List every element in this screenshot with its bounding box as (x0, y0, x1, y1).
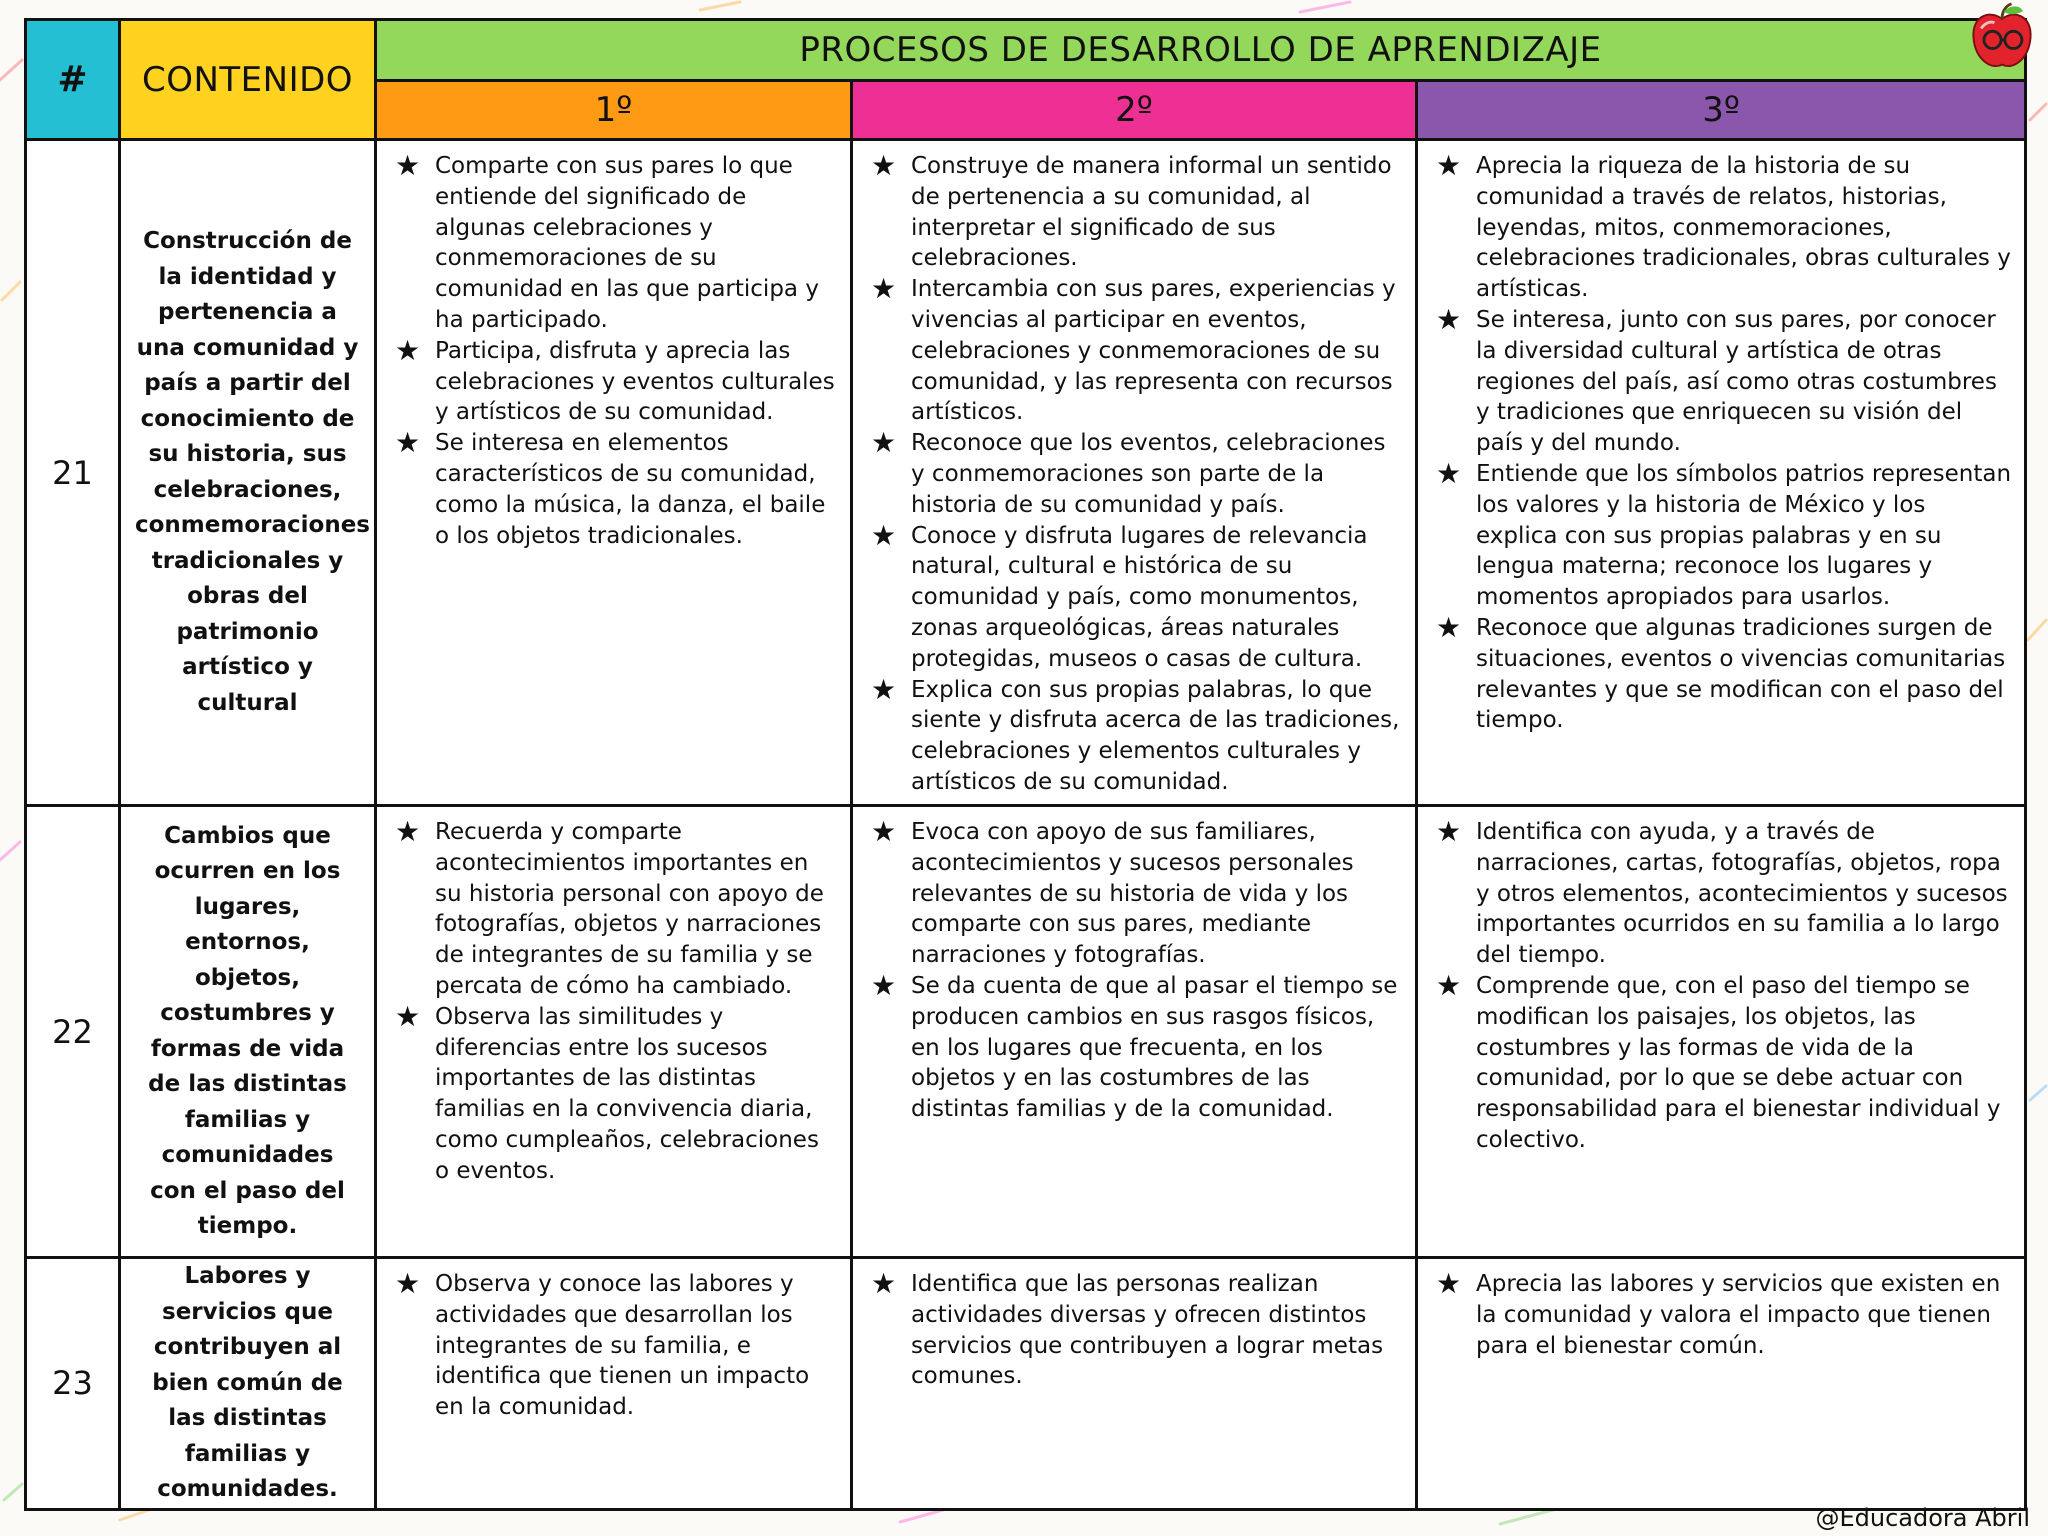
grade-3-cell (1417, 140, 2026, 806)
star-icon: ★ (395, 815, 421, 848)
item-text: Observa y conoce las labores y actividades que desarrollan los integrantes de su familia, e identifica que tienen un impacto en la comunidad. (435, 1271, 810, 1421)
list-item (869, 518, 1403, 675)
item-text: Comparte con sus pares lo que entiende del significado de algunas celebraciones y conmemoraciones de su comunidad en las que participa y ha participado. (435, 153, 819, 333)
table-row (26, 806, 2026, 1258)
header-grade-2: 2º (852, 81, 1417, 140)
list-item (1434, 151, 2012, 305)
list-item (869, 968, 1403, 1125)
item-text: Se da cuenta de que al pasar el tiempo se producen cambios en sus rasgos físicos, en los lugares que frecuenta, en los objetos y en las costumbres de las distintas familias y de la comunidad. (911, 972, 1398, 1123)
author-credit: @Educadora Abril (1815, 1504, 2030, 1532)
list-item (1434, 610, 2012, 736)
star-icon: ★ (395, 426, 421, 460)
learning-process-table-sheet (24, 18, 2024, 1502)
row-number: 23 (26, 1258, 120, 1510)
star-icon: ★ (871, 672, 897, 706)
grade-2-cell (852, 806, 1417, 1258)
row-content: Construcción de la identidad y pertenencia a una comunidad y país a partir del conocimiento de su historia, sus celebraciones, conmemoraciones tradicionales y obras del patrimonio artístico y cultural (120, 140, 376, 806)
apple-glasses-icon (1964, 0, 2040, 76)
grade-1-cell (376, 140, 852, 806)
header-processes: PROCESOS DE DESARROLLO DE APRENDIZAJE (376, 20, 2026, 81)
header-grade-1: 1º (376, 81, 852, 140)
star-icon: ★ (1436, 456, 1462, 490)
grade-3-cell (1417, 1258, 2026, 1510)
item-text: Se interesa en elementos característicos de su comunidad, como la música, la danza, el baile o los objetos tradicionales. (435, 430, 826, 549)
list-item (869, 274, 1403, 428)
item-text: Comprende que, con el paso del tiempo se modifican los paisajes, los objetos, las costumbres y las formas de vida de la comunidad, por lo que se debe actuar con responsabilidad para el bienestar individual y colectivo. (1476, 972, 2001, 1153)
star-icon: ★ (1436, 968, 1462, 1002)
star-icon: ★ (871, 426, 897, 460)
list-item (869, 151, 1403, 274)
item-text: Recuerda y comparte acontecimientos importantes en su historia personal con apoyo de fotografías, objetos y narraciones de integrantes de su familia y se percata de cómo ha cambiado. (435, 819, 824, 999)
item-text: Evoca con apoyo de sus familiares, acontecimientos y sucesos personales relevantes de su historia de vida y los comparte con sus pares, mediante narraciones y fotografías. (911, 819, 1354, 969)
star-icon: ★ (871, 815, 897, 848)
item-text: Conoce y disfruta lugares de relevancia natural, cultural e histórica de su comunidad y país, como monumentos, zonas arqueológicas, áreas naturales protegidas, museos o casas de cultura. (911, 522, 1368, 672)
row-content: Cambios que ocurren en los lugares, entornos, objetos, costumbres y formas de vida de las distintas familias y comunidades con el paso del tiempo. (120, 806, 376, 1258)
star-icon: ★ (395, 1267, 421, 1300)
list-item (393, 151, 838, 336)
star-icon: ★ (1436, 610, 1462, 644)
table-row (26, 140, 2026, 806)
grade-1-cell (376, 1258, 852, 1510)
item-text: Intercambia con sus pares, experiencias y vivencias al participar en eventos, celebraciones y conmemoraciones de su comunidad, y las representa con recursos artísticos. (911, 276, 1396, 426)
list-item (1434, 817, 2012, 971)
grade-3-cell (1417, 806, 2026, 1258)
table-row (26, 1258, 2026, 1510)
item-text: Aprecia la riqueza de la historia de su comunidad a través de relatos, historias, leyendas, mitos, conmemoraciones, celebraciones tradicionales, obras culturales y artísticas. (1476, 153, 2011, 303)
item-text: Identifica que las personas realizan actividades diversas y ofrecen distintos servicios que contribuyen a lograr metas comunes. (911, 1271, 1384, 1390)
row-content: Labores y servicios que contribuyen al bien común de las distintas familias y comunidades. (120, 1258, 376, 1510)
grade-2-cell (852, 1258, 1417, 1510)
header-grade-3: 3º (1417, 81, 2026, 140)
learning-process-table (24, 18, 2027, 1511)
list-item (1434, 456, 2012, 613)
star-icon: ★ (871, 1267, 897, 1300)
list-item (1434, 302, 2012, 459)
star-icon: ★ (871, 149, 897, 182)
star-icon: ★ (395, 149, 421, 182)
list-item (393, 999, 838, 1187)
list-item (869, 428, 1403, 520)
grade-2-cell (852, 140, 1417, 806)
list-item (393, 428, 838, 551)
header-content: CONTENIDO (120, 20, 376, 140)
star-icon: ★ (1436, 1267, 1462, 1300)
star-icon: ★ (1436, 302, 1462, 336)
grade-1-cell (376, 806, 852, 1258)
list-item (393, 1269, 838, 1423)
star-icon: ★ (871, 272, 897, 306)
list-item (393, 333, 838, 428)
item-text: Identifica con ayuda, y a través de narraciones, cartas, fotografías, objetos, ropa y otros elementos, acontecimientos y sucesos importantes ocurridos en su familia a lo largo del tiempo. (1476, 819, 2008, 969)
item-text: Aprecia las labores y servicios que existen en la comunidad y valora el impacto que tienen para el bienestar común. (1476, 1271, 2001, 1359)
item-text: Reconoce que los eventos, celebraciones y conmemoraciones son parte de la historia de su comunidad y país. (911, 430, 1386, 518)
item-text: Entiende que los símbolos patrios representan los valores y la historia de México y los explica con sus propias palabras y en su lengua materna; reconoce los lugares y momentos apropiados para usarlos. (1476, 460, 2012, 611)
item-text: Explica con sus propias palabras, lo que siente y disfruta acerca de las tradiciones, celebraciones y elementos culturales y artísticos de su comunidad. (911, 676, 1400, 795)
item-text: Se interesa, junto con sus pares, por conocer la diversidad cultural y artística de otras regiones del país, así como otras costumbres y tradiciones que enriquecen su visión del país y del mundo. (1476, 306, 1997, 457)
list-item (869, 672, 1403, 798)
list-item (393, 817, 838, 1002)
header-number: # (26, 20, 120, 140)
star-icon: ★ (395, 333, 421, 367)
star-icon: ★ (871, 968, 897, 1002)
item-text: Participa, disfruta y aprecia las celebraciones y eventos culturales y artísticos de su comunidad. (435, 337, 835, 426)
row-number: 22 (26, 806, 120, 1258)
star-icon: ★ (1436, 149, 1462, 182)
list-item (1434, 968, 2012, 1156)
star-icon: ★ (1436, 815, 1462, 848)
item-text: Construye de manera informal un sentido de pertenencia a su comunidad, al interpretar el significado de sus celebraciones. (911, 153, 1392, 272)
item-text: Reconoce que algunas tradiciones surgen de situaciones, eventos o vivencias comunitarias relevantes y que se modifican con el paso del tiempo. (1476, 614, 2006, 734)
star-icon: ★ (395, 999, 421, 1033)
star-icon: ★ (871, 518, 897, 552)
row-number: 21 (26, 140, 120, 806)
list-item (1434, 1269, 2012, 1361)
item-text: Observa las similitudes y diferencias entre los sucesos importantes de las distintas familias en la convivencia diaria, como cumpleaños, celebraciones o eventos. (435, 1003, 819, 1184)
list-item (869, 1269, 1403, 1392)
list-item (869, 817, 1403, 971)
